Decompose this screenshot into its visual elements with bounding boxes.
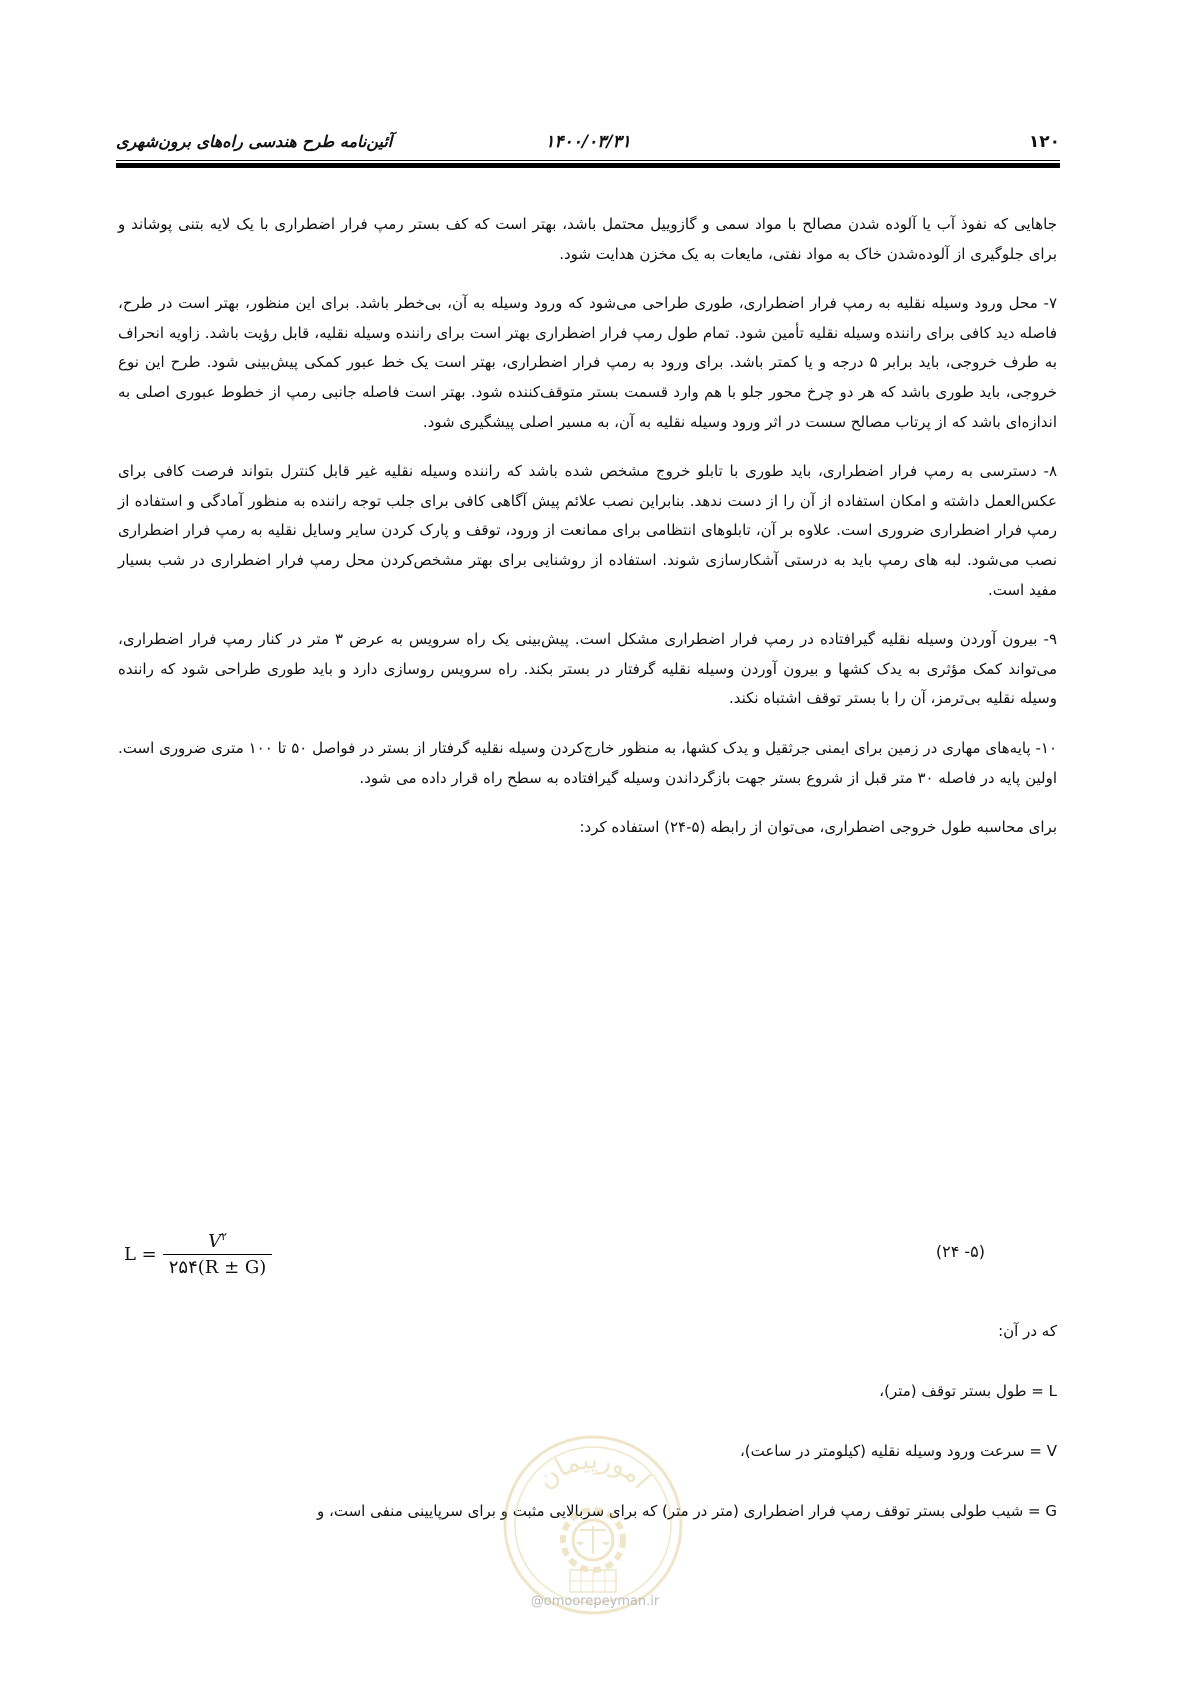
body-text (118, 210, 1057, 863)
watermark-logo-text: امورپیمان (531, 1445, 656, 1496)
document-date: ۱۴۰۰/۰۳/۳۱ (545, 132, 631, 152)
equation-block (118, 1230, 1057, 1290)
definition-V: V = سرعت ورود وسیله نقلیه (کیلومتر در ساعت)، (739, 1442, 1057, 1460)
paragraph-formula-intro: برای محاسبه طول خروجی اضطراری، می‌توان از رابطه (۵-۲۴) استفاده کرد: (579, 818, 1057, 837)
definitions-intro: که در آن: (998, 1322, 1057, 1340)
equation-formula (124, 1230, 272, 1278)
page-number: ۱۲۰ (1028, 132, 1060, 152)
equation-numerator (204, 1230, 231, 1254)
numerator-exponent: ۲ (221, 1230, 227, 1243)
equation-denominator: ۲۵۴(R ± G) (168, 1257, 267, 1278)
paragraph-item-8: ۸- دسترسی به رمپ فرار اضطراری، باید طوری با تابلو خروج مشخص شده باشد که راننده وسیله نقلیه غیر قابل کنترل بتواند فرصت کافی برای عکس‌العمل داشته و امکان استفاده از آن را از دست ندهد. بنابراین نصب علائم پیش آگاهی کافی برای جلب توجه راننده به منظور آمادگی و استفاده از رمپ فرار اضطراری ضروری است. علاوه بر آن، تابلوهای انتظامی برای ممانعت از ورود، توقف و پارک کردن سایر وسایل نقلیه به رمپ فرار اضطراری نصب می‌شود. لبه های رمپ باید به درستی آشکارسازی شوند. استفاده از روشنایی برای بهتر مشخص‌کردن محل رمپ فرار اضطراری در شب بسیار مفید است. (118, 462, 1057, 599)
header-divider-thin (116, 160, 1060, 161)
paragraph-contamination: جاهایی که نفوذ آب یا آلوده شدن مصالح با مواد سمی و گازوییل محتمل باشد، بهتر است که کف بستر رمپ فرار اضطراری با یک لایه بتنی پوشاند و برای جلوگیری از آلوده‌شدن خاک به مواد نفتی، مایعات به یک مخزن هدایت شود. (118, 215, 1057, 263)
paragraph-item-7: ۷- محل ورود وسیله نقلیه به رمپ فرار اضطراری، طوری طراحی می‌شود که ورود وسیله به آن، بی‌خطر باشد. برای این منظور، بهتر است در طرح، فاصله دید کافی برای راننده وسیله نقلیه تأمین شود. تمام طول رمپ فرار اضطراری بهتر است برای راننده وسیله نقلیه، قابل رؤیت باشد. زاویه انحراف به طرف خروجی، باید برابر ۵ درجه و یا کمتر باشد. برای ورود به رمپ فرار اضطراری، بهتر است یک خط عبور کمکی پیش‌بینی شود. طرح این نوع خروجی، باید طوری باشد که هر دو چرخ محور جلو با هم وارد قسمت بستر متوقف‌کننده شود. بهتر است فاصله جانبی رمپ از خطوط عبوری اصلی به اندازه‌ای باشد که از پرتاب مصالح سست در اثر ورود وسیله نقلیه به آن، به مسیر اصلی پیشگیری شود. (118, 294, 1057, 431)
watermark-site: @omoorepeyman.ir (530, 1594, 660, 1609)
paragraph-item-10: ۱۰- پایه‌های مهاری در زمین برای ایمنی جرثقیل و یدک کشها، به منظور خارج‌کردن وسیله نقلیه گرفتار از بستر در فواصل ۵۰ تا ۱۰۰ متری ضروری است. اولین پایه در فاصله ۳۰ متر قبل از شروع بستر جهت بازگرداندن وسیله گیرافتاده به سطح راه قرار داده می شود. (118, 738, 1058, 787)
equation-number: (۵- ۲۴) (935, 1242, 985, 1261)
svg-text:امورپیمان (532, 1445, 656, 1495)
page-header (116, 126, 1060, 156)
definition-L: L = طول بستر توقف (متر)، (879, 1382, 1057, 1400)
watermark-logo (498, 1430, 688, 1620)
equation-fraction (163, 1230, 273, 1278)
definition-G: G = شیب طولی بستر توقف رمپ فرار اضطراری (متر در متر) که برای سربالایی مثبت و برای سرپایینی منفی است، و (317, 1502, 1057, 1520)
header-divider-thick (116, 163, 1060, 168)
scales-icon (576, 1526, 610, 1554)
equation-lhs: L = (124, 1243, 157, 1265)
numerator-variable: V (208, 1231, 222, 1252)
grid-icon (570, 1570, 616, 1592)
document-title: آئین‌نامه طرح هندسی راه‌های برون‌شهری (116, 132, 393, 151)
paragraph-item-9: ۹- بیرون آوردن وسیله نقلیه گیرافتاده در رمپ فرار اضطراری مشکل است. پیش‌بینی یک راه سرویس به عرض ۳ متر در کنار رمپ فرار اضطراری، می‌تواند کمک مؤثری به یدک کشها و بیرون آوردن وسیله نقلیه گرفتار در بستر بکند. راه سرویس روسازی دارد و باید طوری طراحی شود که راننده وسیله نقلیه بی‌ترمز، آن را با بستر توقف اشتباه نکند. (118, 630, 1057, 708)
